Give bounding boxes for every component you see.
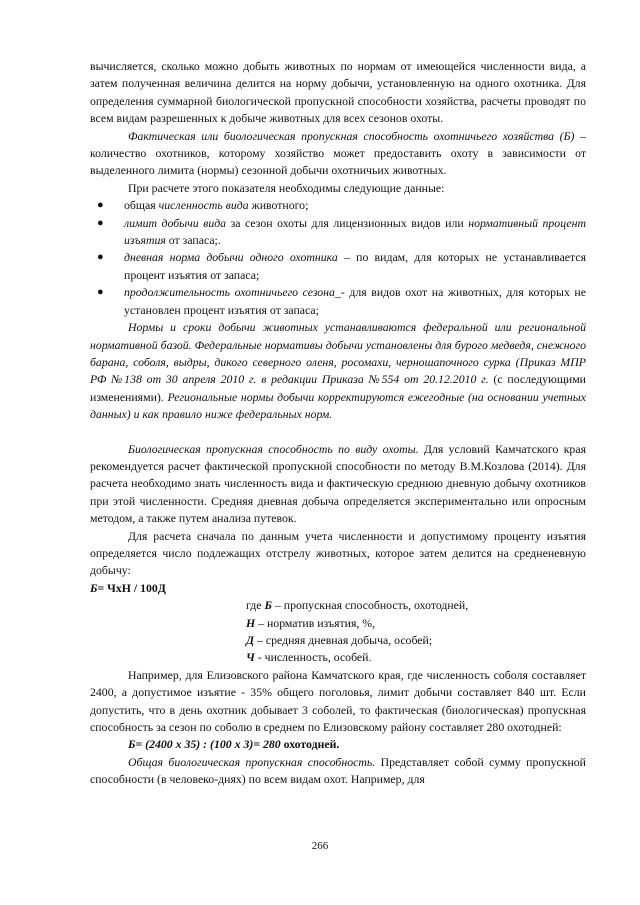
paragraph-required-data: При расчете этого показателя необходимы следующие данные: [128, 180, 445, 195]
list-item [90, 284, 586, 319]
norms-note: (с последующими изменениями) [90, 372, 586, 404]
bullet-icon: ● [97, 251, 104, 264]
bullet-icon: ● [97, 199, 104, 212]
example-formula [90, 736, 586, 753]
legend-text: – пропускная способность, охотодней, [271, 598, 469, 613]
example-expression: Б= (2400 х 35) : (100 х 3)= 280 [128, 737, 281, 752]
legend-text: – средняя дневная добыча, особей; [254, 633, 433, 647]
legend-text: - численность, особей. [254, 650, 372, 665]
list-item-term: численность вида [158, 198, 249, 213]
legend-symbol: Н [246, 615, 256, 630]
paragraph-norms [90, 319, 586, 423]
legend-item [246, 597, 586, 614]
bullet-icon: ● [97, 286, 104, 299]
legend-item [246, 649, 586, 666]
total-text: Представляет собой сумму пропускной способности (в человеко-днях) по всем видам охот. Например, для [90, 754, 586, 787]
list-item [90, 249, 586, 284]
definition-text: – количество охотников, которому хозяйство может предоставить охоту в зависимости от выделенного лимита (нормы) сезонной добычи охотничьих животных. [90, 128, 586, 178]
list-item-term: продолжительность охотничьего сезона_ [124, 285, 341, 300]
list-item-term: лимит добычи вида [124, 215, 227, 230]
legend-symbol: Д [246, 633, 255, 647]
paragraph-method [90, 441, 586, 528]
paragraph-calculation: Для расчета сначала по данным учета численности и допустимому проценту изъятия определяется число подлежащих отстрелу животных, которое затем делится на средненевную добычу: [90, 528, 586, 578]
legend-item [246, 615, 586, 632]
definition-term: Фактическая или биологическая пропускная способность охотничьего хозяйства (Б) [128, 128, 575, 143]
paragraph-definition [90, 128, 586, 180]
legend-symbol: Ч [246, 650, 255, 665]
list-item-text: за сезон охоты для лицензионных видов или [226, 215, 469, 230]
formula-legend [246, 597, 586, 667]
norms-text: Нормы и сроки добычи животных устанавливаются федеральной или региональной нормативной базой. Федеральные нормативы добычи установлены для бурого медведя, снежного барана, соболя, выдры, дикого северного оленя, росомахи, черношапочного сурка (Приказ МПР РФ №138 от 30 апреля 2010 г. в редакции Приказа №554 от 20.12.2010 г. [90, 320, 586, 387]
page-number: 266 [311, 840, 329, 852]
method-text: Для условий Камчатского края рекомендуется расчет фактической пропускной способности по методу В.М.Козлова (2014). Для расчета необходимо знать численность вида и фактическую среднюю дневную добычу охотников при этой численности. Средняя дневная добыча определяется экспериментально или опросным методом, а также путем анализа путевок. [90, 441, 586, 526]
paragraph-1: вычисляется, сколько можно добыть животных по нормам от имеющейся численности вида, а затем полученная величина делится на норму добычи, установленную на одного охотника. Для определения суммарной биологической пропускной способности хозяйства, расчеты проводят по всем видам разрешенных к добыче животных для всех сезонов охоты. [90, 59, 586, 126]
required-data-list [90, 197, 586, 319]
paragraph-total [90, 754, 586, 789]
list-item-text: животного; [248, 198, 309, 213]
legend-text: – норматив изъятия, %, [255, 615, 376, 630]
paragraph-example: Например, для Елизовского района Камчатского края, где численность соболя составляет 2400, а допустимое изъятие - 35% общего поголовья, лимит добычи составляет 840 шт. Если допустить, что в день охотник добывает 3 соболей, то фактическая (биологическая) пропускная способность за сезон по соболю в среднем по Елизовскому району составляет 280 охотодней: [90, 667, 586, 735]
list-item [90, 197, 586, 214]
list-item-text: - для видов охот на животных, для которых не установлен процент изъятия от запаса; [124, 285, 586, 317]
example-unit: охотодней. [280, 737, 340, 752]
legend-prefix: где [246, 598, 265, 613]
list-item [90, 215, 586, 250]
list-item-text: – по видам, для которых не устанавливается процент изъятия от запаса; [124, 250, 586, 282]
total-term: Общая биологическая пропускная способность. [128, 754, 376, 769]
list-item-term: дневная норма добычи одного охотника [124, 250, 338, 265]
formula [90, 580, 586, 597]
bullet-icon: ● [97, 216, 104, 229]
formula-rhs: = ЧхН / 100Д [97, 580, 166, 595]
method-term: Биологическая пропускная способность по виду охоты. [128, 441, 419, 456]
legend-item [246, 632, 586, 649]
list-item-term: нормативный процент изъятия [124, 215, 587, 248]
formula-lhs: Б [90, 580, 98, 595]
list-item-text: общая [124, 198, 159, 213]
document-page [90, 58, 586, 789]
legend-symbol: Б [264, 598, 272, 613]
list-item-text: от запаса;. [165, 233, 221, 248]
paragraph-gap [90, 424, 586, 441]
norms-text-end: . Региональные нормы добычи корректируются ежегодные (на основании учетных данных) и как правило ниже федеральных норм. [90, 389, 586, 422]
